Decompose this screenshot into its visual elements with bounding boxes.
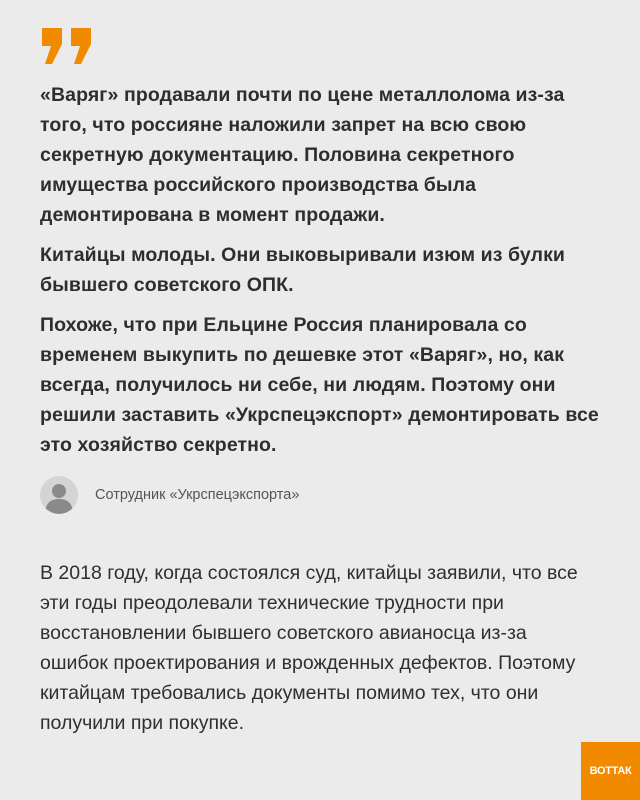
quote-mark-icon [40,26,96,66]
quote-paragraph-2: Китайцы молоды. Они выковыривали изюм из булки бывшего советского ОПК. [40,244,566,296]
quote-author [40,476,299,514]
avatar [40,476,78,514]
author-name: Сотрудник «Укрспецэкспорта» [95,487,300,503]
user-icon [40,476,78,514]
logo-text: ВОТТАК [589,765,632,777]
quote-block [40,80,610,470]
body-paragraph: В 2018 году, когда состоялся суд, китайцы заявили, что все эти годы преодолевали технические трудности при восстановлении бывшего советского авианосца из-за ошибок проектирования и врожденных дефектов. Поэтому китайцам требовались документы помимо тех, что они получили при покупке. [40,562,578,734]
brand-logo [581,742,640,800]
quote-paragraph-1: «Варяг» продавали почти по цене металлолома из-за того, что россияне наложили запрет на всю свою секретную документацию. Половина секретного имущества российского производства была демонтирована в момент продажи. [40,84,565,226]
quote-paragraph-3: Похоже, что при Ельцине Россия планировала со временем выкупить по дешевке этот «Варяг», но, как всегда, получилось ни себе, ни людям. Поэтому они решили заставить «Укрспецэкспорт» демонтировать все это хозяйство секретно. [40,314,599,456]
